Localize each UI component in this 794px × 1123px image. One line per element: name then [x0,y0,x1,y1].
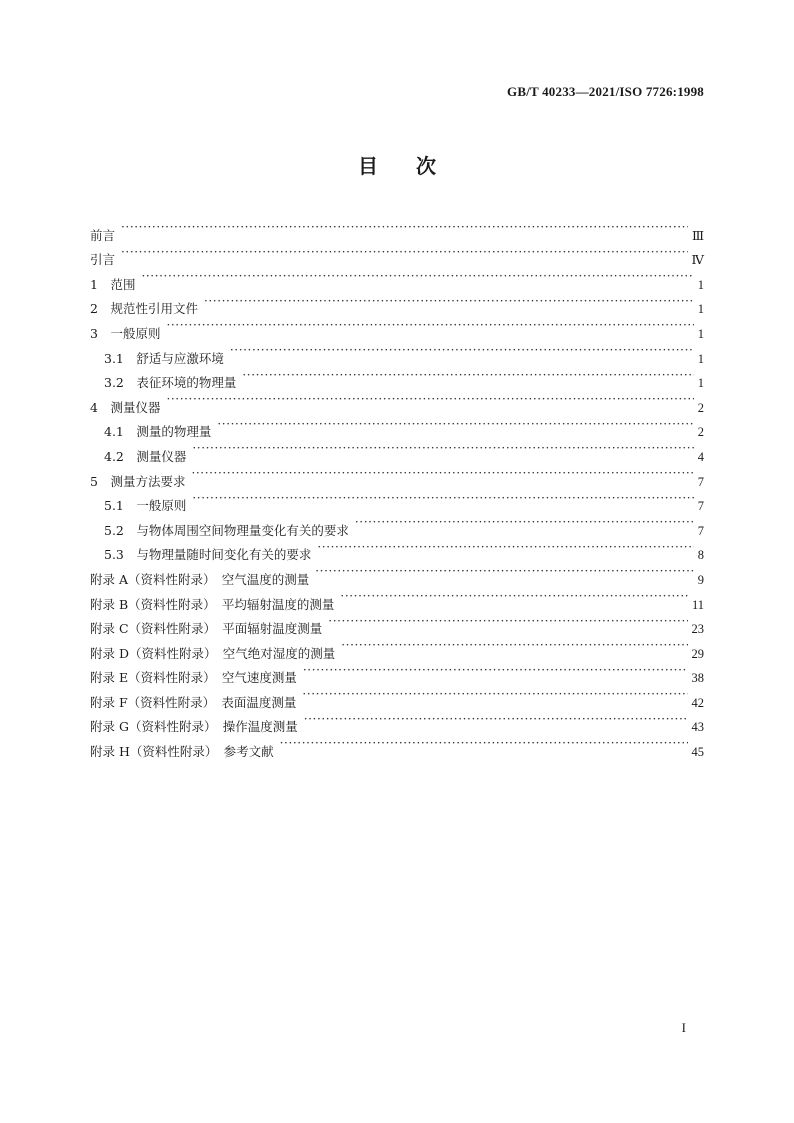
toc-entry-label: 3 一般原则 [90,325,161,341]
toc-entry-page: 43 [691,720,704,735]
toc-entry-label: 5.2 与物体周围空间物理量变化有关的要求 [104,522,349,538]
dot-leader [242,363,693,388]
toc-entry[interactable] [90,387,704,415]
toc-entry-page: 8 [697,548,704,563]
toc-entry-label: 5 测量方法要求 [90,473,186,489]
dot-leader [355,510,694,535]
dot-leader [302,682,687,707]
toc-entry-page: 4 [697,449,704,464]
toc-entry-label: 1 范围 [90,276,136,292]
toc-entry-label: 5.1 一般原则 [104,498,187,514]
page-title [0,150,794,179]
toc-entry[interactable] [90,289,704,317]
dot-leader [315,559,693,584]
dot-leader [217,412,693,437]
dot-leader [121,240,687,265]
toc-entry-label: 附录 G（资料性附录） 操作温度测量 [90,719,298,735]
dot-leader [192,486,693,511]
toc-entry-page: 1 [697,326,704,341]
toc-entry-page: 1 [697,302,704,317]
toc-entry-page: 42 [691,695,704,710]
toc-entry-page: 45 [691,745,704,760]
toc-entry[interactable] [90,215,704,243]
dot-leader [340,584,688,609]
title-part-2: 次 [416,154,436,178]
toc-entry-label: 引言 [90,252,116,268]
dot-leader [341,633,687,658]
dot-leader [191,461,693,486]
toc-entry-label: 附录 F（资料性附录） 表面温度测量 [90,694,297,710]
dot-leader [303,658,688,683]
toc-entry-page: 9 [697,572,704,587]
dot-leader [204,289,694,314]
dot-leader [317,535,693,560]
toc-entry-label: 附录 D（资料性附录） 空气绝对湿度的测量 [90,645,336,661]
toc-entry-page: 1 [697,351,704,366]
toc-entry-label: 2 规范性引用文件 [90,301,198,317]
toc-entry-page: 2 [697,400,704,415]
toc-entry-page: 7 [697,523,704,538]
dot-leader [280,731,688,756]
toc-entry-label: 4.2 测量仪器 [104,448,187,464]
toc-entry-label: 附录 B（资料性附录） 平均辐射温度的测量 [90,596,335,612]
dot-leader [230,338,694,363]
toc-entry[interactable] [90,313,704,341]
toc-entry[interactable] [90,412,704,440]
toc-entry-label: 3.2 表征环境的物理量 [104,375,237,391]
toc-entry[interactable] [90,240,704,268]
toc-entry-page: Ⅲ [691,228,704,243]
toc-entry-page: 2 [697,425,704,440]
toc-entry-label: 3.1 舒适与应激环境 [104,350,224,366]
dot-leader [192,436,693,461]
dot-leader [166,387,693,412]
toc-entry-label: 附录 A（资料性附录） 空气温度的测量 [90,571,310,587]
dot-leader [304,707,688,732]
toc-entry-page: 1 [697,376,704,391]
toc-entry-label: 4 测量仪器 [90,399,161,415]
dot-leader [328,609,687,634]
toc-entry-page: 38 [691,671,704,686]
toc-entry-page: 29 [691,646,704,661]
toc-entry-page: 1 [697,277,704,292]
toc-entry-label: 附录 H（资料性附录） 参考文献 [90,744,274,760]
toc-entry-page: 7 [697,474,704,489]
toc-entry-label: 4.1 测量的物理量 [104,424,212,440]
toc-entry-page: 11 [691,597,704,612]
table-of-contents [90,215,704,760]
toc-entry-page: Ⅳ [691,253,704,268]
toc-entry-page: 23 [691,622,704,637]
standard-code: GB/T 40233—2021/ISO 7726:1998 [507,84,704,99]
toc-entry-page: 7 [697,499,704,514]
toc-entry-label: 附录 C（资料性附录） 平面辐射温度测量 [90,621,323,637]
page-number: I [681,1020,686,1035]
dot-leader [141,264,693,289]
dot-leader [121,215,688,240]
title-part-1: 目 [358,154,378,178]
toc-entry-label: 5.3 与物理量随时间变化有关的要求 [104,547,312,563]
toc-entry-label: 附录 E（资料性附录） 空气速度测量 [90,670,297,686]
dot-leader [166,313,693,338]
toc-entry[interactable] [90,264,704,292]
toc-entry-label: 前言 [90,227,116,243]
toc-entry[interactable] [90,338,704,366]
